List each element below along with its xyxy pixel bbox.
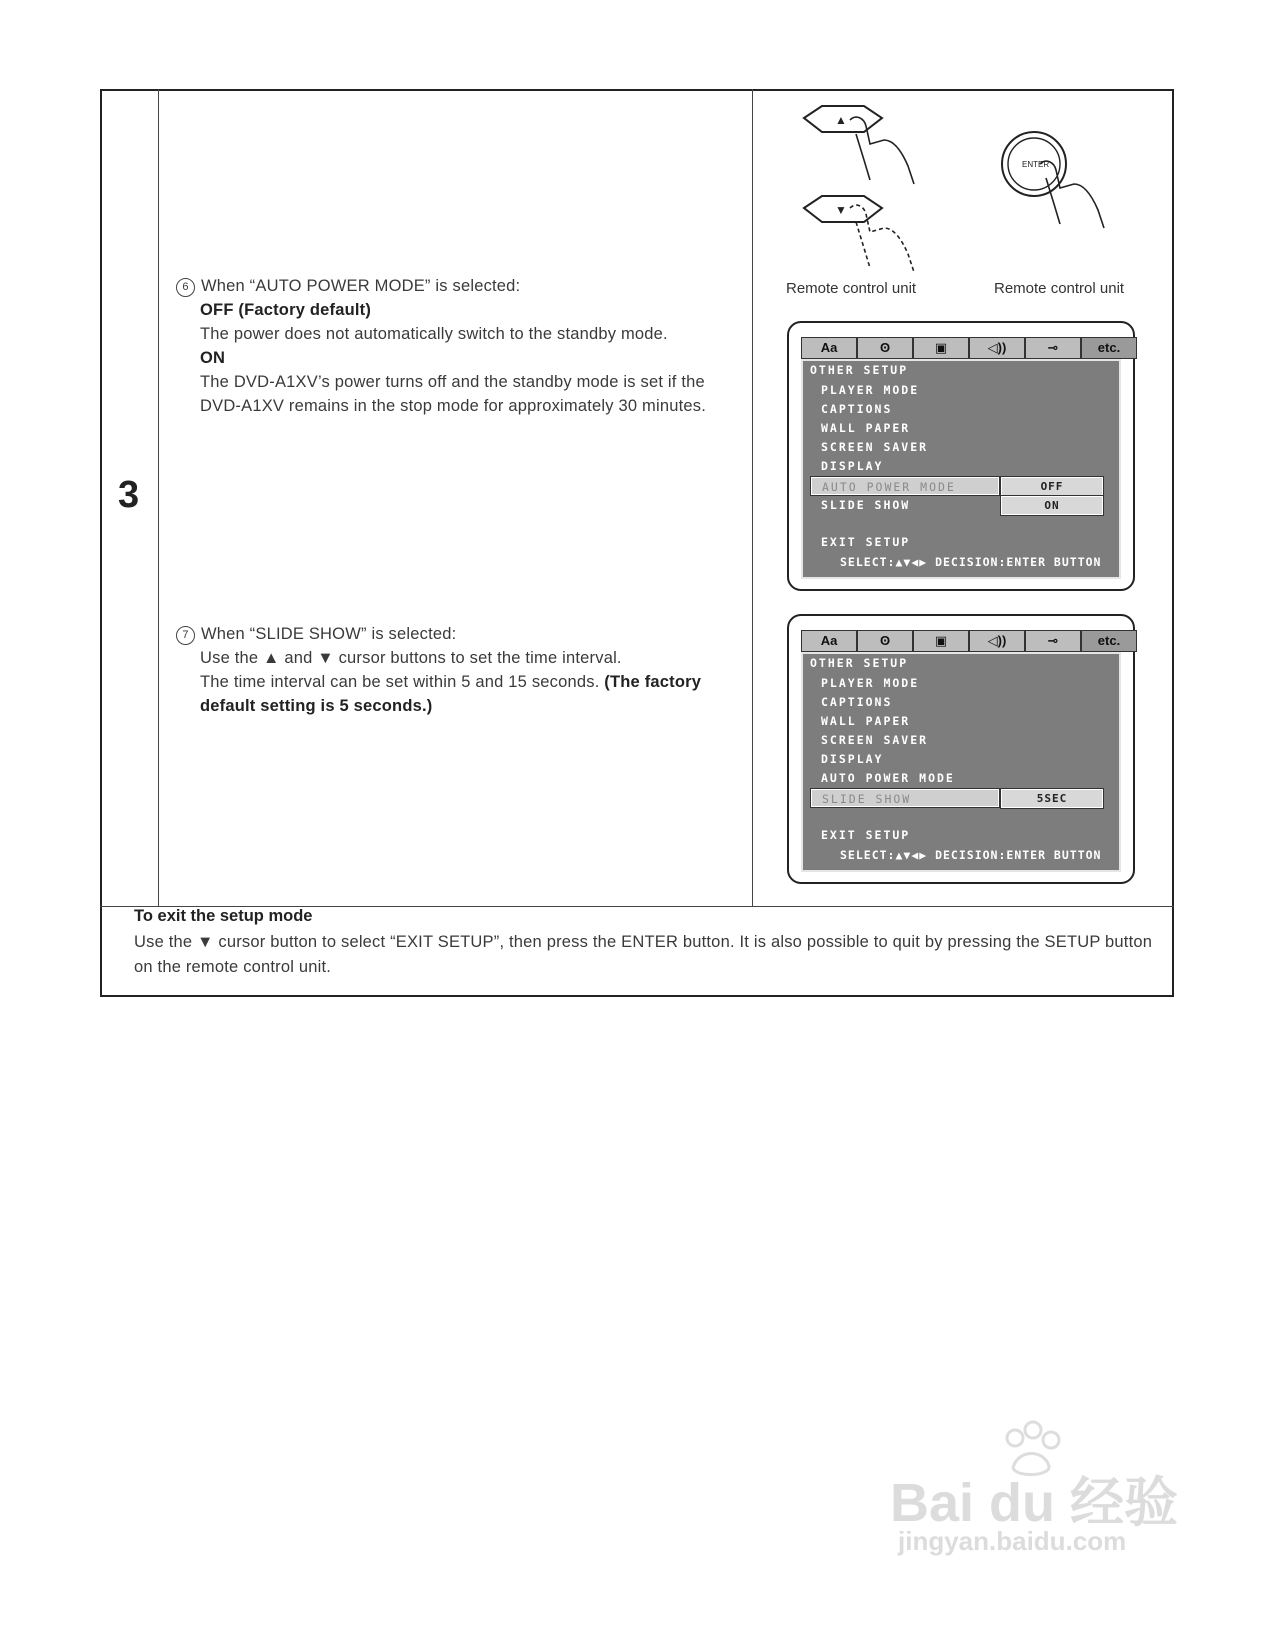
osd-item-captions: CAPTIONS xyxy=(821,695,893,709)
osd-exit-setup: EXIT SETUP xyxy=(821,828,911,842)
tab-audio: ʘ xyxy=(857,630,913,652)
osd-panel xyxy=(801,652,1121,872)
item6-number: 6 xyxy=(176,278,195,297)
step-number: 3 xyxy=(118,474,140,516)
osd-exit-setup: EXIT SETUP xyxy=(821,535,911,549)
item6-on-desc-1: The DVD-A1XV’s power turns off and the standby mode is set if the xyxy=(200,373,705,391)
tab-language: Aa xyxy=(801,630,857,652)
osd-option-5sec: 5SEC xyxy=(1001,789,1103,808)
item6-intro: When “AUTO POWER MODE” is selected: xyxy=(201,277,521,295)
tab-speaker: ◁)) xyxy=(969,630,1025,652)
osd-item-player-mode: PLAYER MODE xyxy=(821,383,920,397)
osd-item-auto-power-mode: AUTO POWER MODE xyxy=(821,771,955,785)
remote-enter-illustration xyxy=(1000,130,1120,240)
exit-section-body: Use the ▼ cursor button to select “EXIT SETUP”, then press the ENTER button. It is also possible to quit by pressing the SETUP button on the remote control unit. xyxy=(134,933,1153,976)
osd-panel xyxy=(801,359,1121,579)
remote-caption-right: Remote control unit xyxy=(994,280,1125,297)
osd-footer: SELECT:▲▼◀▶ DECISION:ENTER BUTTON xyxy=(840,848,1102,862)
osd-item-display: DISPLAY xyxy=(821,459,884,473)
tab-speaker: ◁)) xyxy=(969,337,1025,359)
column-divider-right xyxy=(752,89,753,907)
osd-item-slide-show: SLIDE SHOW xyxy=(821,498,911,512)
osd-item-wall-paper: WALL PAPER xyxy=(821,421,911,435)
item7-line2-bold: (The factory xyxy=(604,673,702,691)
osd-item-screen-saver: SCREEN SAVER xyxy=(821,733,929,747)
watermark-line2: jingyan.baidu.com xyxy=(898,1526,1127,1556)
osd-header: OTHER SETUP xyxy=(810,363,909,377)
watermark-line1: Bai du 经验 xyxy=(890,1473,1179,1533)
item6-off-desc: The power does not automatically switch to the standby mode. xyxy=(200,325,668,343)
tab-rating: ⊸ xyxy=(1025,630,1081,652)
item7-line2: The time interval can be set within 5 and 15 seconds. xyxy=(200,673,600,691)
item7-line3-bold: default setting is 5 seconds.) xyxy=(200,697,433,715)
osd-item-player-mode: PLAYER MODE xyxy=(821,676,920,690)
osd-screen-inner xyxy=(801,337,1121,579)
osd-item-slide-show-selected: SLIDE SHOW xyxy=(811,789,999,807)
item6-on-label: ON xyxy=(200,349,226,367)
column-divider-left xyxy=(158,89,159,907)
tab-picture: ▣ xyxy=(913,337,969,359)
tab-other: etc. xyxy=(1081,630,1137,652)
down-arrow-icon: ▼ xyxy=(835,203,847,217)
tab-rating: ⊸ xyxy=(1025,337,1081,359)
item6-block xyxy=(176,274,746,418)
remote-cursor-illustration xyxy=(790,100,930,280)
osd-option-off: OFF xyxy=(1001,477,1103,496)
tab-language: Aa xyxy=(801,337,857,359)
osd-tab-bar xyxy=(801,337,1121,359)
exit-section-title: To exit the setup mode xyxy=(134,907,313,925)
osd-item-display: DISPLAY xyxy=(821,752,884,766)
osd-screen-auto-power xyxy=(787,321,1135,591)
osd-item-auto-power-mode-selected: AUTO POWER MODE xyxy=(811,477,999,495)
item6-off-label: OFF (Factory default) xyxy=(200,301,372,319)
osd-item-screen-saver: SCREEN SAVER xyxy=(821,440,929,454)
tab-audio: ʘ xyxy=(857,337,913,359)
item6-on-desc-2: DVD-A1XV remains in the stop mode for approximately 30 minutes. xyxy=(200,397,706,415)
osd-option-on: ON xyxy=(1001,496,1103,515)
osd-item-wall-paper: WALL PAPER xyxy=(821,714,911,728)
enter-button-label: ENTER xyxy=(1022,160,1050,169)
up-arrow-icon: ▲ xyxy=(835,113,847,127)
osd-screen-inner xyxy=(801,630,1121,872)
osd-item-captions: CAPTIONS xyxy=(821,402,893,416)
osd-screen-slide-show xyxy=(787,614,1135,884)
item7-block xyxy=(176,622,746,718)
osd-footer: SELECT:▲▼◀▶ DECISION:ENTER BUTTON xyxy=(840,555,1102,569)
tab-picture: ▣ xyxy=(913,630,969,652)
osd-tab-bar xyxy=(801,630,1121,652)
osd-header: OTHER SETUP xyxy=(810,656,909,670)
item7-number: 7 xyxy=(176,626,195,645)
item7-line1: Use the ▲ and ▼ cursor buttons to set the time interval. xyxy=(200,649,622,667)
item7-intro: When “SLIDE SHOW” is selected: xyxy=(201,625,457,643)
remote-caption-left: Remote control unit xyxy=(786,280,917,297)
tab-other: etc. xyxy=(1081,337,1137,359)
